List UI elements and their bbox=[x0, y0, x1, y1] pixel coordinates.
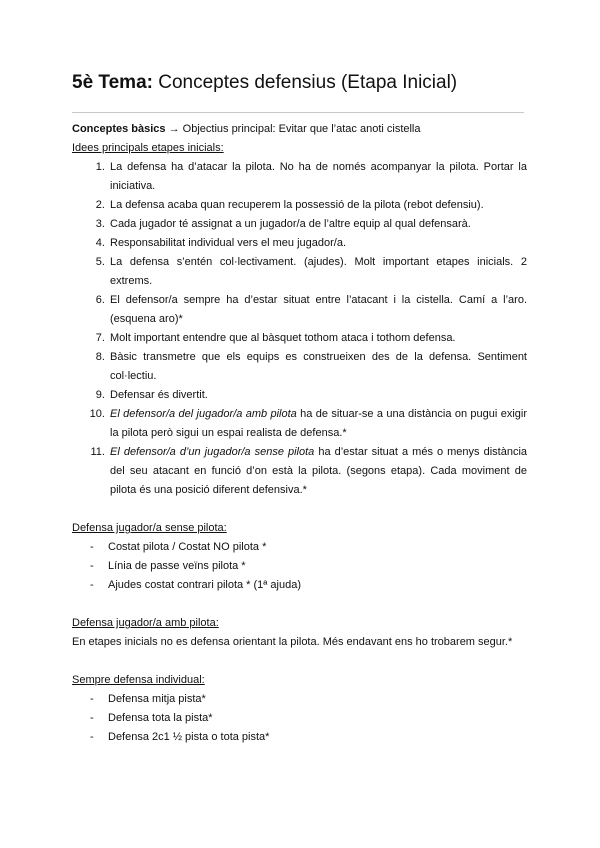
sense-heading: Defensa jugador/a sense pilota: bbox=[72, 522, 227, 534]
intro-line bbox=[72, 120, 527, 139]
idea-item-10 bbox=[108, 405, 527, 443]
spacer bbox=[72, 595, 527, 614]
idea-item: 7. Molt important entendre que al bàsquet tothom ataca i tothom defensa. bbox=[108, 329, 527, 348]
sempre-item bbox=[72, 728, 527, 747]
sense-item-text: Línia de passe veïns pilota * bbox=[108, 560, 246, 572]
document-body bbox=[72, 120, 527, 747]
idea-item: 2. La defensa acaba quan recuperem la possessió de la pilota (rebot defensiu). bbox=[108, 196, 527, 215]
sense-item-text: Ajudes costat contrari pilota * (1ª ajuda) bbox=[108, 579, 302, 591]
idea-item: 1. La defensa ha d’atacar la pilota. No ha de només acompanyar la pilota. Portar la iniciativa. bbox=[108, 158, 527, 196]
idea-item-11 bbox=[108, 443, 527, 500]
sense-item bbox=[72, 538, 527, 557]
idea-item: 3. Cada jugador té assignat a un jugador/a de l’altre equip al qual defensarà. bbox=[108, 215, 527, 234]
ideas-heading: Idees principals etapes inicials: bbox=[72, 142, 224, 154]
spacer bbox=[72, 500, 527, 519]
idea-item: 8. Bàsic transmetre que els equips es construeixen des de la defensa. Sentiment col·lectiu. bbox=[108, 348, 527, 386]
sense-item-text: Costat pilota / Costat NO pilota * bbox=[108, 541, 267, 553]
idea10-rest: ha de situar-se a una distància on pugui exigir la pilota però sigui un espai realista de defensa.* bbox=[110, 408, 527, 439]
title-bold: 5è Tema: bbox=[72, 72, 153, 93]
sense-list bbox=[72, 538, 527, 595]
title-divider bbox=[72, 112, 524, 113]
sense-item bbox=[72, 557, 527, 576]
sempre-item bbox=[72, 690, 527, 709]
idea10-italic: El defensor/a del jugador/a amb pilota bbox=[110, 408, 297, 420]
dash-marker: - bbox=[90, 541, 94, 553]
dash-marker: - bbox=[90, 712, 94, 724]
sempre-list bbox=[72, 690, 527, 747]
sense-item bbox=[72, 576, 527, 595]
page-title bbox=[72, 72, 457, 94]
title-rest: Conceptes defensius (Etapa Inicial) bbox=[152, 72, 458, 93]
idea-item: 5. La defensa s’entén col·lectivament. (ajudes). Molt important etapes inicials. 2 extrems. bbox=[108, 253, 527, 291]
sempre-item bbox=[72, 709, 527, 728]
sempre-item-text: Defensa tota la pista* bbox=[108, 712, 213, 724]
intro-rest: → Objectius principal: Evitar que l’atac anoti cistella bbox=[165, 123, 421, 135]
dash-marker: - bbox=[90, 693, 94, 705]
sempre-item-text: Defensa 2c1 ½ pista o tota pista* bbox=[108, 731, 270, 743]
amb-heading: Defensa jugador/a amb pilota: bbox=[72, 617, 219, 629]
ideas-list bbox=[72, 158, 527, 500]
amb-text: En etapes inicials no es defensa orientant la pilota. Més endavant ens ho trobarem segur.* bbox=[72, 636, 513, 648]
idea-item: 9. Defensar és divertit. bbox=[108, 386, 527, 405]
sempre-heading: Sempre defensa individual: bbox=[72, 674, 205, 686]
idea-item: 6. El defensor/a sempre ha d’estar situat entre l’atacant i la cistella. Camí a l’aro. (esquena aro)* bbox=[108, 291, 527, 329]
idea11-rest: ha d’estar situat a més o menys distància del seu atacant en funció d’on està la pilota. (segons etapa). Cada moviment de pilota és una posició diferent defensiva.* bbox=[110, 446, 528, 496]
sempre-item-text: Defensa mitja pista* bbox=[108, 693, 206, 705]
idea-item: 4. Responsabilitat individual vers el meu jugador/a. bbox=[108, 234, 527, 253]
spacer bbox=[72, 652, 527, 671]
intro-bold: Conceptes bàsics bbox=[72, 123, 166, 135]
dash-marker: - bbox=[90, 579, 94, 591]
dash-marker: - bbox=[90, 560, 94, 572]
idea11-italic: El defensor/a d’un jugador/a sense pilota bbox=[110, 446, 315, 458]
dash-marker: - bbox=[90, 731, 94, 743]
